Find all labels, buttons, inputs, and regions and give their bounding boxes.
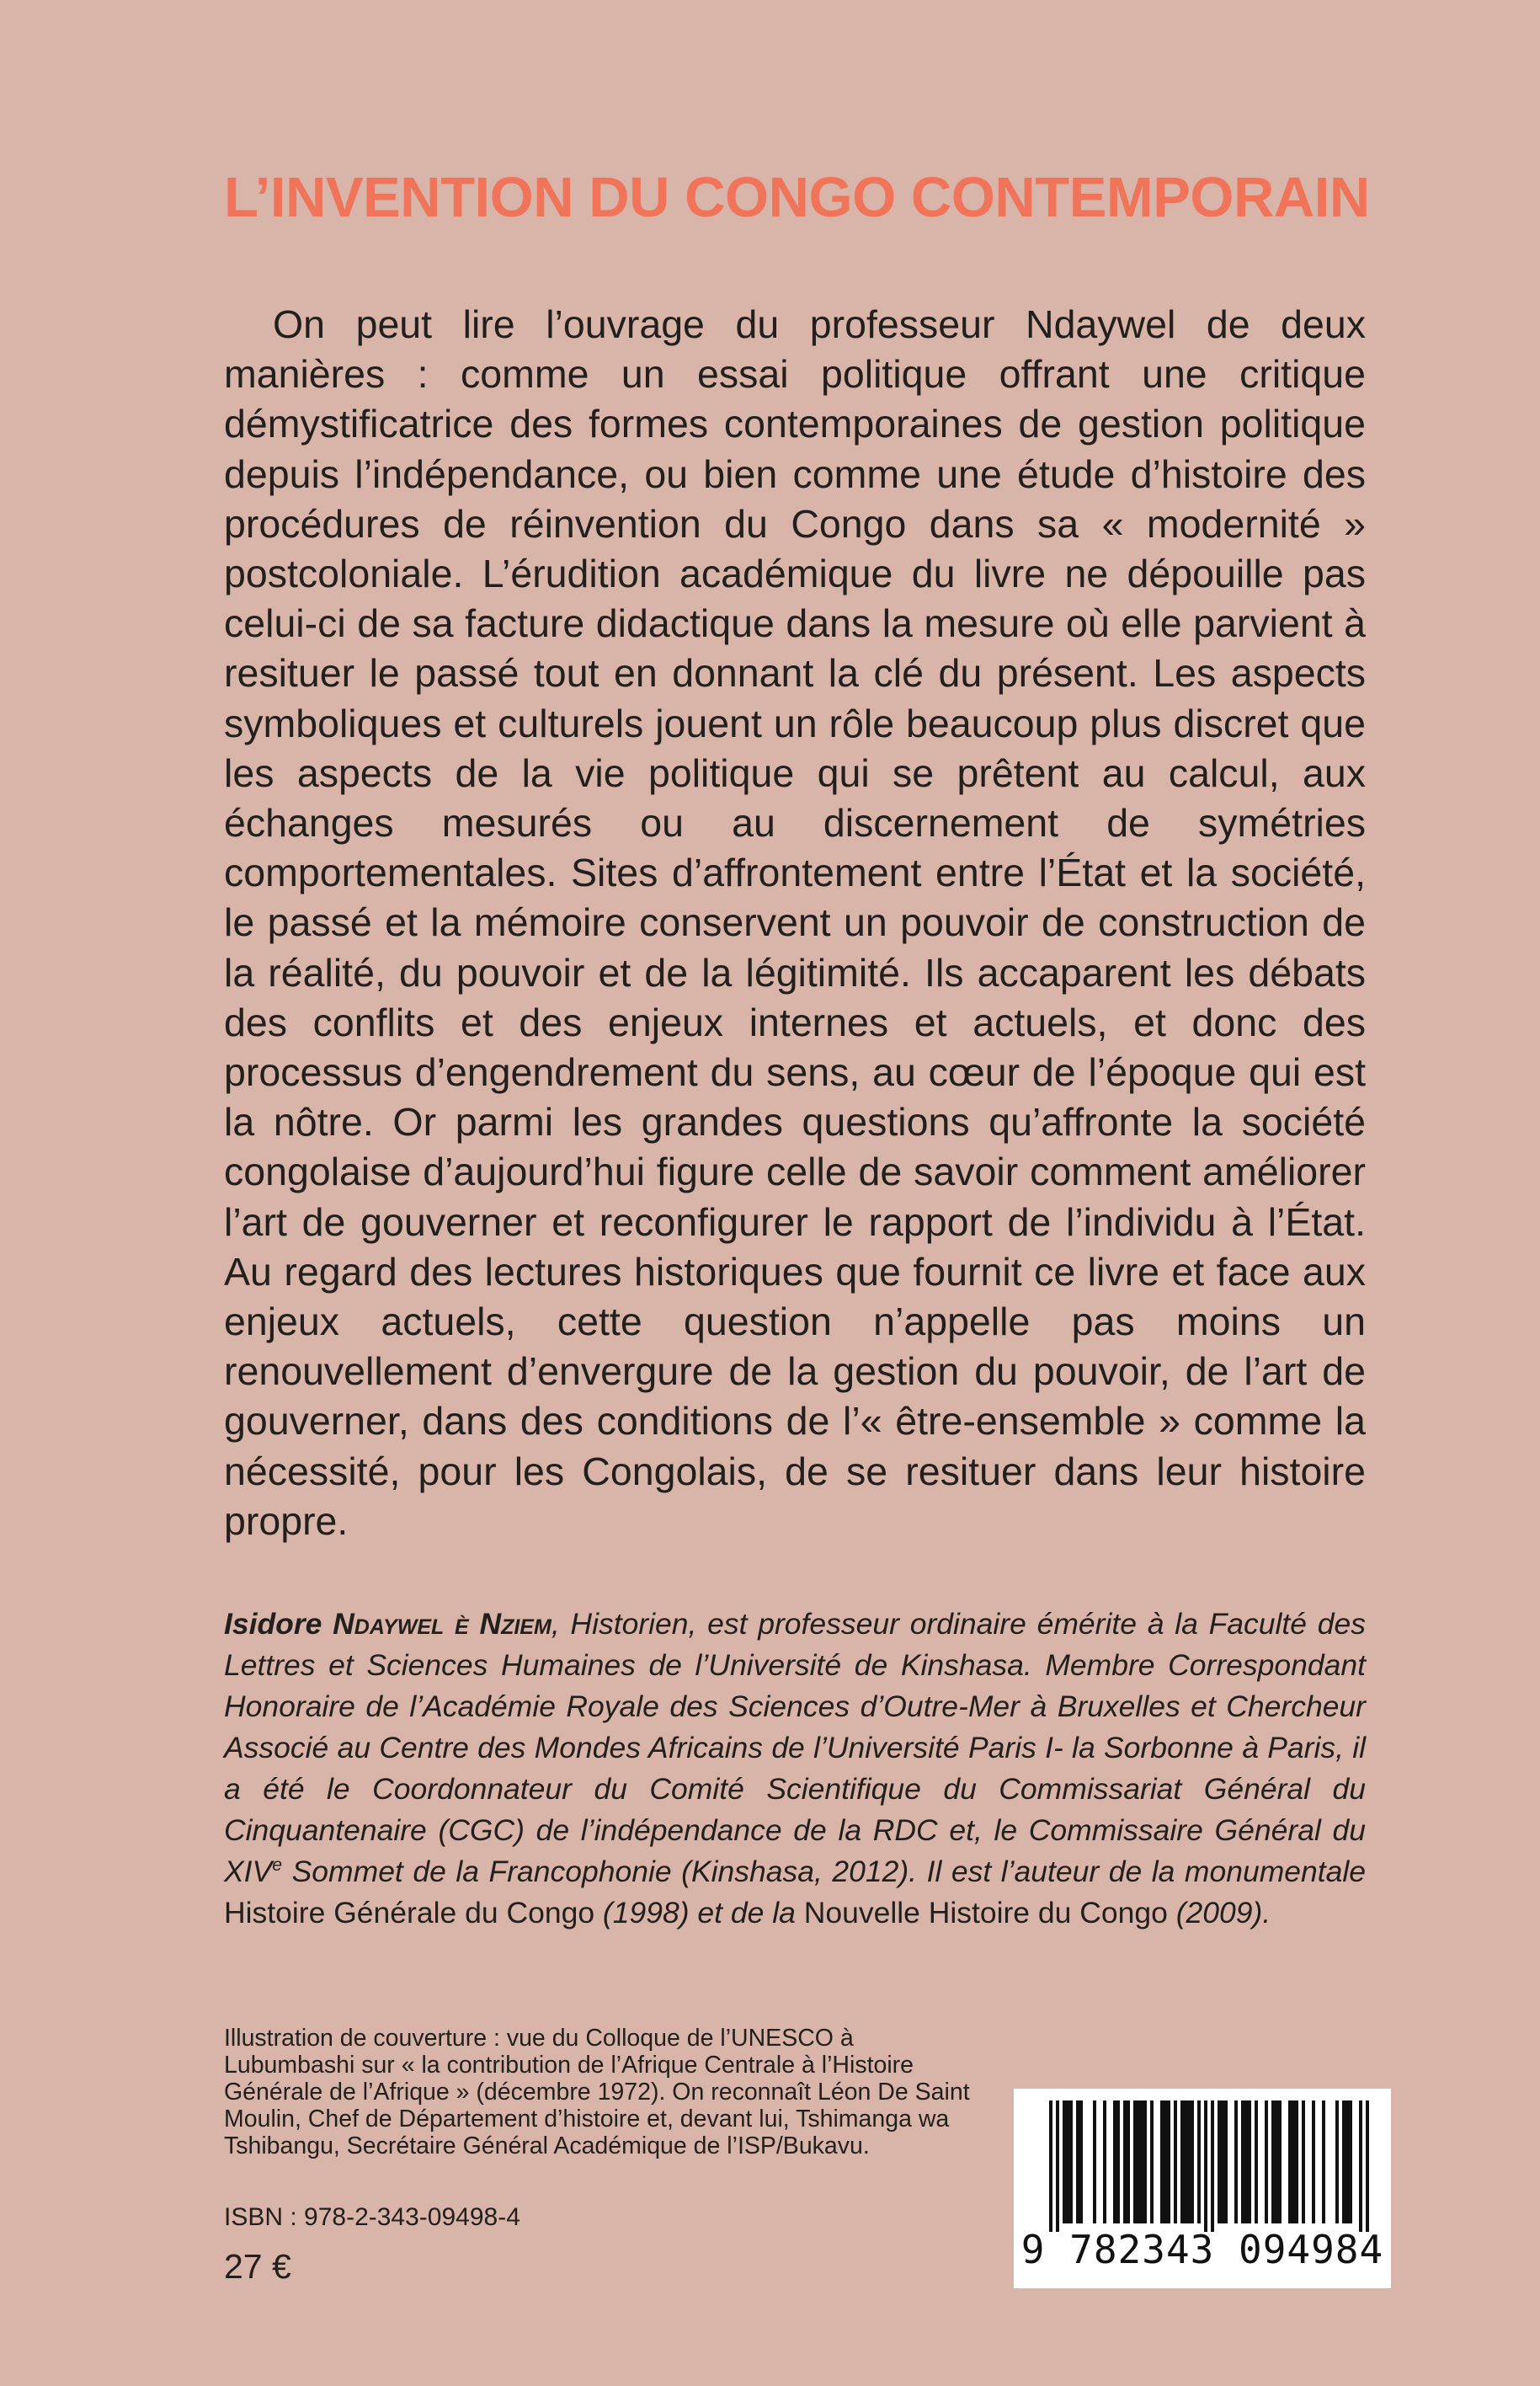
barcode-bar bbox=[1133, 2100, 1137, 2223]
barcode-bar bbox=[1278, 2100, 1282, 2223]
barcode-bar bbox=[1063, 2100, 1066, 2223]
barcode-bar bbox=[1150, 2100, 1154, 2223]
barcode-bar bbox=[1221, 2100, 1224, 2223]
bio-text-part-4: (2009). bbox=[1167, 1896, 1271, 1930]
bio-text-part-1: , Historien, est professeur ordinaire émérite à la Faculté des Lettres et Sciences Humaines de l’Université de Kinshasa. Membre Correspondant Honoraire de l’Académie Royale des Sciences d’Outre-Mer à Bruxelles et Chercheur Associé au Centre des Mondes Africains de l’Université Paris I- la Sorbonne à Paris, il a été le Coordonnateur du Comité Scientifique du Commissariat Général du Cinquantenaire (CGC) de l’indépendance de la RDC et, le Commissaire Général du XIV bbox=[224, 1607, 1366, 1888]
summary-paragraph: On peut lire l’ouvrage du professeur Ndaywel de deux manières : comme un essai politique offrant une critique démystificatrice des formes contemporaines de gestion politique depuis l’indépendance, ou bien comme une étude d’histoire des procédures de réinvention du Congo dans sa « modernité » postcoloniale. L’érudition académique du livre ne dépouille pas celui-ci de sa facture didactique dans la mesure où elle parvient à resituer le passé tout en donnant la clé du présent. Les aspects symboliques et culturels jouent un rôle beaucoup plus discret que les aspects de la vie politique qui se prêtent au calcul, aux échanges mesurés ou au discernement de symétries comportementales. Sites d’affrontement entre l’État et la société, le passé et la mémoire conservent un pouvoir de construction de la réalité, du pouvoir et de la légitimité. Ils accaparent les débats des conflits et des enjeux internes et actuels, et donc des processus d’engendrement du sens, au cœur de l’époque qui est la nôtre. Or parmi les grandes questions qu’affronte la société congolaise d’aujourd’hui figure celle de savoir comment améliorer l’art de gouverner et reconfigurer le rapport de l’individu à l’État. Au regard des lectures historiques que fournit ce livre et face aux enjeux actuels, cette question n’appelle pas moins un renouvellement d’envergure de la gestion du pouvoir, de l’art de gouverner, dans des conditions de l’« être-ensemble » comme la nécessité, pour les Congolais, de se resituer dans leur histoire propre. bbox=[224, 302, 1366, 1543]
barcode-bar bbox=[1234, 2100, 1238, 2223]
barcode-bar bbox=[1312, 2100, 1315, 2223]
barcode-bar bbox=[1167, 2100, 1170, 2223]
barcode-bar bbox=[1197, 2100, 1201, 2223]
barcode-bar bbox=[1140, 2100, 1143, 2223]
barcode-bar bbox=[1322, 2100, 1325, 2223]
barcode-bar bbox=[1349, 2100, 1352, 2223]
barcode-bar bbox=[1066, 2100, 1069, 2223]
barcode-bar bbox=[1093, 2100, 1096, 2223]
barcode-bar bbox=[1184, 2100, 1187, 2223]
barcode-bar bbox=[1187, 2100, 1191, 2223]
price-label: 27 € bbox=[224, 2247, 291, 2286]
ordinal-superscript: e bbox=[272, 1855, 283, 1876]
barcode-bar bbox=[1160, 2100, 1164, 2223]
book-title: L’INVENTION DU CONGO CONTEMPORAIN bbox=[224, 166, 1370, 229]
barcode-bar bbox=[1127, 2100, 1130, 2223]
barcode-bar bbox=[1224, 2100, 1228, 2223]
barcode-bar bbox=[1049, 2100, 1052, 2232]
book-reference-nouvelle-histoire: Nouvelle Histoire du Congo bbox=[803, 1896, 1168, 1930]
bio-text-part-3: (1998) et de la bbox=[594, 1896, 804, 1930]
barcode-bar bbox=[1076, 2100, 1079, 2223]
barcode bbox=[1014, 2089, 1391, 2288]
barcode-bar bbox=[1180, 2100, 1184, 2223]
author-first-name: Isidore bbox=[224, 1607, 322, 1641]
barcode-bar bbox=[1295, 2100, 1298, 2223]
author-surname: Ndaywel è Nziem bbox=[333, 1607, 552, 1641]
barcode-bar bbox=[1288, 2100, 1292, 2223]
barcode-bar bbox=[1265, 2100, 1268, 2223]
barcode-bar bbox=[1123, 2100, 1127, 2223]
barcode-bar bbox=[1116, 2100, 1120, 2223]
barcode-bar bbox=[1174, 2100, 1177, 2223]
book-reference-histoire-generale: Histoire Générale du Congo bbox=[224, 1896, 595, 1930]
barcode-bar bbox=[1271, 2100, 1275, 2223]
barcode-bar bbox=[1292, 2100, 1295, 2223]
bio-text-part-2: Sommet de la Francophonie (Kinshasa, 2012). Il est l’auteur de la monumentale bbox=[282, 1855, 1366, 1888]
barcode-bar bbox=[1302, 2100, 1305, 2223]
barcode-bar bbox=[1164, 2100, 1167, 2223]
barcode-bar bbox=[1346, 2100, 1349, 2223]
barcode-bar bbox=[1275, 2100, 1278, 2223]
barcode-bar bbox=[1103, 2100, 1106, 2223]
barcode-bar bbox=[1255, 2100, 1258, 2223]
barcode-bar bbox=[1056, 2100, 1059, 2232]
barcode-bar bbox=[1079, 2100, 1083, 2223]
isbn-label: ISBN : 978-2-343-09498-4 bbox=[224, 2203, 520, 2231]
barcode-bar bbox=[1335, 2100, 1339, 2223]
author-biography bbox=[224, 1604, 1366, 1934]
barcode-bar bbox=[1211, 2100, 1214, 2232]
barcode-bar bbox=[1143, 2100, 1147, 2223]
barcode-bar bbox=[1218, 2100, 1221, 2223]
barcode-bar bbox=[1113, 2100, 1116, 2223]
barcode-bar bbox=[1241, 2100, 1244, 2223]
barcode-bar bbox=[1366, 2100, 1369, 2232]
barcode-bar bbox=[1248, 2100, 1251, 2223]
cover-illustration-caption: Illustration de couverture : vue du Colloque de l’UNESCO à Lubumbashi sur « la contribution de l’Afrique Centrale à l’Histoire Générale de l’Afrique » (décembre 1972). On reconnaît Léon De Saint Moulin, Chef de Département d’histoire et, devant lui, Tshimanga wa Tshibangu, Secrétaire Général Académique de l’ISP/Bukavu. bbox=[224, 2025, 970, 2159]
barcode-bar bbox=[1244, 2100, 1248, 2223]
barcode-bars bbox=[1014, 2089, 1391, 2232]
barcode-bar bbox=[1359, 2100, 1362, 2232]
barcode-bar bbox=[1191, 2100, 1194, 2223]
barcode-number: 9 782343 094984 bbox=[1020, 2227, 1384, 2272]
barcode-bar bbox=[1069, 2100, 1073, 2223]
barcode-bar bbox=[1204, 2100, 1207, 2232]
barcode-bar bbox=[1342, 2100, 1346, 2223]
barcode-bar bbox=[1137, 2100, 1140, 2223]
